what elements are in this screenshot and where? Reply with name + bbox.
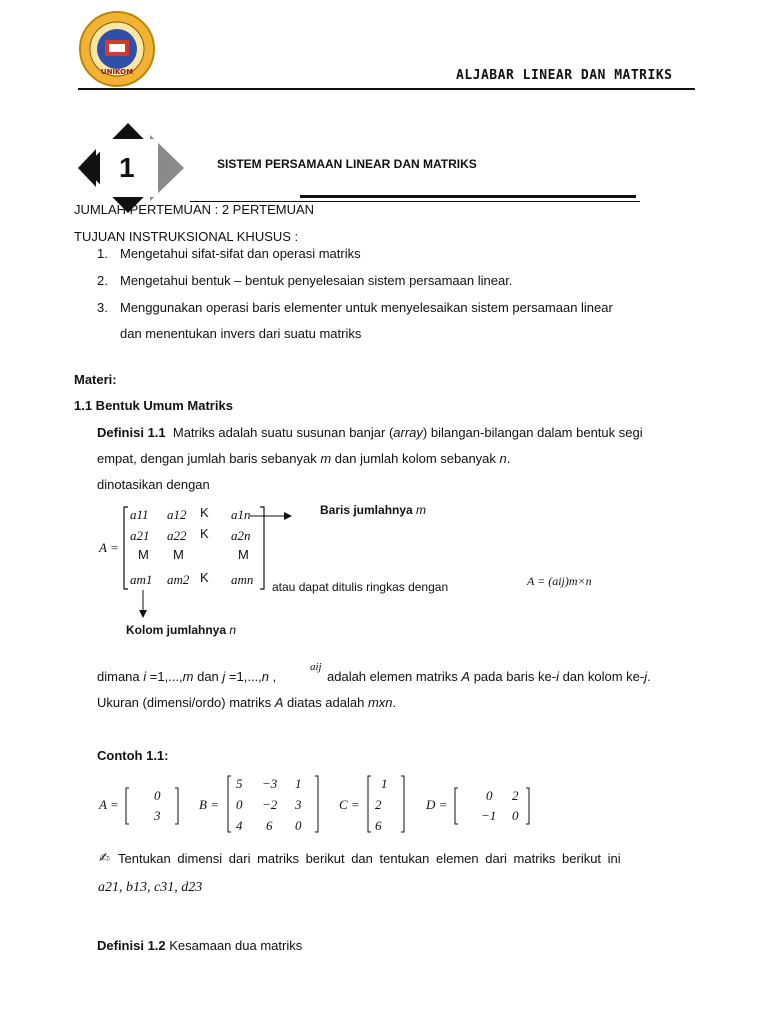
matrix-cell: 2 bbox=[512, 788, 519, 803]
matrix-cell: amn bbox=[231, 572, 254, 587]
matrix-B-label: B = bbox=[199, 797, 219, 812]
matrix-D-label: D = bbox=[426, 797, 448, 812]
where-line-cont bbox=[327, 669, 651, 684]
compact-notation-formula: A = (aij)m×n bbox=[527, 574, 592, 588]
matrix-cell: a2n bbox=[231, 528, 251, 543]
matrix-cell: 5 bbox=[236, 776, 243, 791]
row-label bbox=[320, 503, 426, 517]
matrix-cell: a12 bbox=[167, 507, 187, 522]
row-label-text: Baris jumlahnya bbox=[320, 503, 417, 517]
matrix-cell: K bbox=[200, 526, 209, 541]
materi-label: Materi: bbox=[74, 372, 117, 387]
text: , bbox=[269, 669, 277, 684]
matrix-A-brackets bbox=[124, 786, 180, 826]
matrix-cell: 0 bbox=[154, 788, 161, 803]
matrix-cell: −1 bbox=[481, 808, 497, 823]
var-n: n bbox=[499, 451, 507, 466]
text: dan kolom ke- bbox=[558, 669, 645, 684]
compact-notation-text: atau dapat ditulis ringkas dengan bbox=[272, 580, 449, 594]
svg-text:UNIKOM: UNIKOM bbox=[100, 68, 134, 76]
var-i: i bbox=[556, 669, 559, 684]
objective-item bbox=[97, 246, 361, 261]
row-arrow bbox=[250, 510, 292, 522]
section-title: 1.1 Bentuk Umum Matriks bbox=[74, 398, 233, 413]
objective-item bbox=[97, 273, 512, 288]
task-text: Tentukan dimensi dari matriks berikut dan tentukan elemen dari matriks berikut ini bbox=[118, 851, 621, 866]
column-arrow bbox=[137, 590, 149, 618]
header-rule bbox=[78, 88, 695, 90]
var-m: m bbox=[182, 669, 194, 684]
matrix-cell: am2 bbox=[167, 572, 190, 587]
column-label-text: Kolom jumlahnya bbox=[126, 623, 230, 637]
matrix-C-label: C = bbox=[339, 797, 360, 812]
objective-item bbox=[97, 300, 613, 315]
matrix-A-label: A = bbox=[99, 797, 119, 812]
definition-text: Matriks adalah suatu susunan banjar ( bbox=[172, 425, 394, 440]
objective-number: 3. bbox=[97, 300, 108, 315]
text: =1,..., bbox=[225, 669, 262, 684]
matrix-cell: a21 bbox=[130, 528, 150, 543]
matrix-cell: 3 bbox=[295, 797, 302, 812]
definition-term: array bbox=[393, 425, 423, 440]
text: diatas adalah bbox=[283, 695, 368, 710]
matrix-cell: 2 bbox=[375, 797, 382, 812]
text: Ukuran (dimensi/ordo) matriks bbox=[97, 695, 275, 710]
matrix-cell: 6 bbox=[375, 818, 382, 833]
matrix-cell: 1 bbox=[295, 776, 302, 791]
matrix-cell: K bbox=[200, 505, 209, 520]
matrix-cell: 3 bbox=[154, 808, 161, 823]
column-label-var: n bbox=[229, 623, 237, 637]
matrix-cell: 0 bbox=[486, 788, 493, 803]
definition-text: ) bilangan-bilangan dalam bentuk segi bbox=[422, 425, 643, 440]
aij-symbol: aij bbox=[310, 661, 322, 673]
matrix-cell: 0 bbox=[295, 818, 302, 833]
university-logo bbox=[78, 10, 156, 88]
matrix-cell: M bbox=[138, 547, 149, 562]
definition-2 bbox=[97, 938, 302, 953]
chapter-rule-thick bbox=[300, 195, 636, 198]
matrix-cell: a1n bbox=[231, 507, 251, 522]
matrix-cell: K bbox=[200, 570, 209, 585]
example-label: Contoh 1.1: bbox=[97, 748, 169, 763]
definition-label: Definisi 1.1 bbox=[97, 425, 166, 440]
definition-1-line2 bbox=[97, 451, 510, 466]
matrix-cell: 0 bbox=[236, 797, 243, 812]
var-n: n bbox=[261, 669, 270, 684]
notated-with: dinotasikan dengan bbox=[97, 477, 210, 492]
definition-text: . bbox=[506, 451, 511, 466]
matrix-cell: a22 bbox=[167, 528, 187, 543]
definition-text: Kesamaan dua matriks bbox=[165, 938, 303, 953]
var-j: j bbox=[644, 669, 648, 684]
row-label-var: m bbox=[416, 503, 427, 517]
writing-hand-icon: ✍ bbox=[99, 851, 110, 866]
text: adalah elemen matriks bbox=[327, 669, 462, 684]
definition-text: empat, dengan jumlah baris sebanyak bbox=[97, 451, 321, 466]
definition-1-line1 bbox=[97, 425, 643, 440]
matrix-cell: M bbox=[173, 547, 184, 562]
matrix-cell: −2 bbox=[262, 797, 278, 812]
size-line bbox=[97, 695, 396, 710]
chapter-number: 1 bbox=[119, 152, 135, 183]
var-A: A bbox=[274, 695, 284, 710]
objective-number: 2. bbox=[97, 273, 108, 288]
meeting-count: JUMLAH PERTEMUAN : 2 PERTEMUAN bbox=[74, 202, 315, 217]
text: dan bbox=[193, 669, 223, 684]
text: dimana bbox=[97, 669, 144, 684]
column-label bbox=[126, 623, 236, 637]
chapter-title: SISTEM PERSAMAAN LINEAR DAN MATRIKS bbox=[217, 157, 477, 171]
text: . bbox=[647, 669, 651, 684]
matrix-cell: M bbox=[238, 547, 249, 562]
var-m: m bbox=[320, 451, 332, 466]
objective-number: 1. bbox=[97, 246, 108, 261]
text: =1,..., bbox=[146, 669, 183, 684]
text: . bbox=[392, 695, 397, 710]
objective-text: Menggunakan operasi baris elementer untuk menyelesaikan sistem persamaan linear bbox=[120, 300, 613, 315]
objectives-heading: TUJUAN INSTRUKSIONAL KHUSUS : bbox=[74, 229, 299, 244]
matrix-cell: 6 bbox=[266, 818, 273, 833]
matrix-cell: am1 bbox=[130, 572, 153, 587]
definition-label: Definisi 1.2 bbox=[97, 938, 166, 953]
matrix-cell: 4 bbox=[236, 818, 243, 833]
matrix-cell: 1 bbox=[381, 776, 388, 791]
var-i: i bbox=[143, 669, 147, 684]
definition-text: dan jumlah kolom sebanyak bbox=[331, 451, 500, 466]
matrix-lhs: A = bbox=[99, 540, 119, 555]
var-j: j bbox=[222, 669, 226, 684]
task-elements: a21, b13, c31, d23 bbox=[98, 880, 203, 895]
matrix-cell: a11 bbox=[130, 507, 149, 522]
where-line bbox=[97, 669, 276, 684]
matrix-cell: 0 bbox=[512, 808, 519, 823]
objective-text: Mengetahui sifat-sifat dan operasi matriks bbox=[120, 246, 361, 261]
var-mxn: mxn bbox=[367, 695, 393, 710]
running-title: ALJABAR LINEAR DAN MATRIKS bbox=[456, 68, 673, 83]
var-A: A bbox=[461, 669, 471, 684]
objective-continuation: dan menentukan invers dari suatu matriks bbox=[120, 326, 362, 341]
text: pada baris ke- bbox=[470, 669, 557, 684]
objective-text: Mengetahui bentuk – bentuk penyelesaian sistem persamaan linear. bbox=[120, 273, 513, 288]
matrix-cell: −3 bbox=[262, 776, 278, 791]
